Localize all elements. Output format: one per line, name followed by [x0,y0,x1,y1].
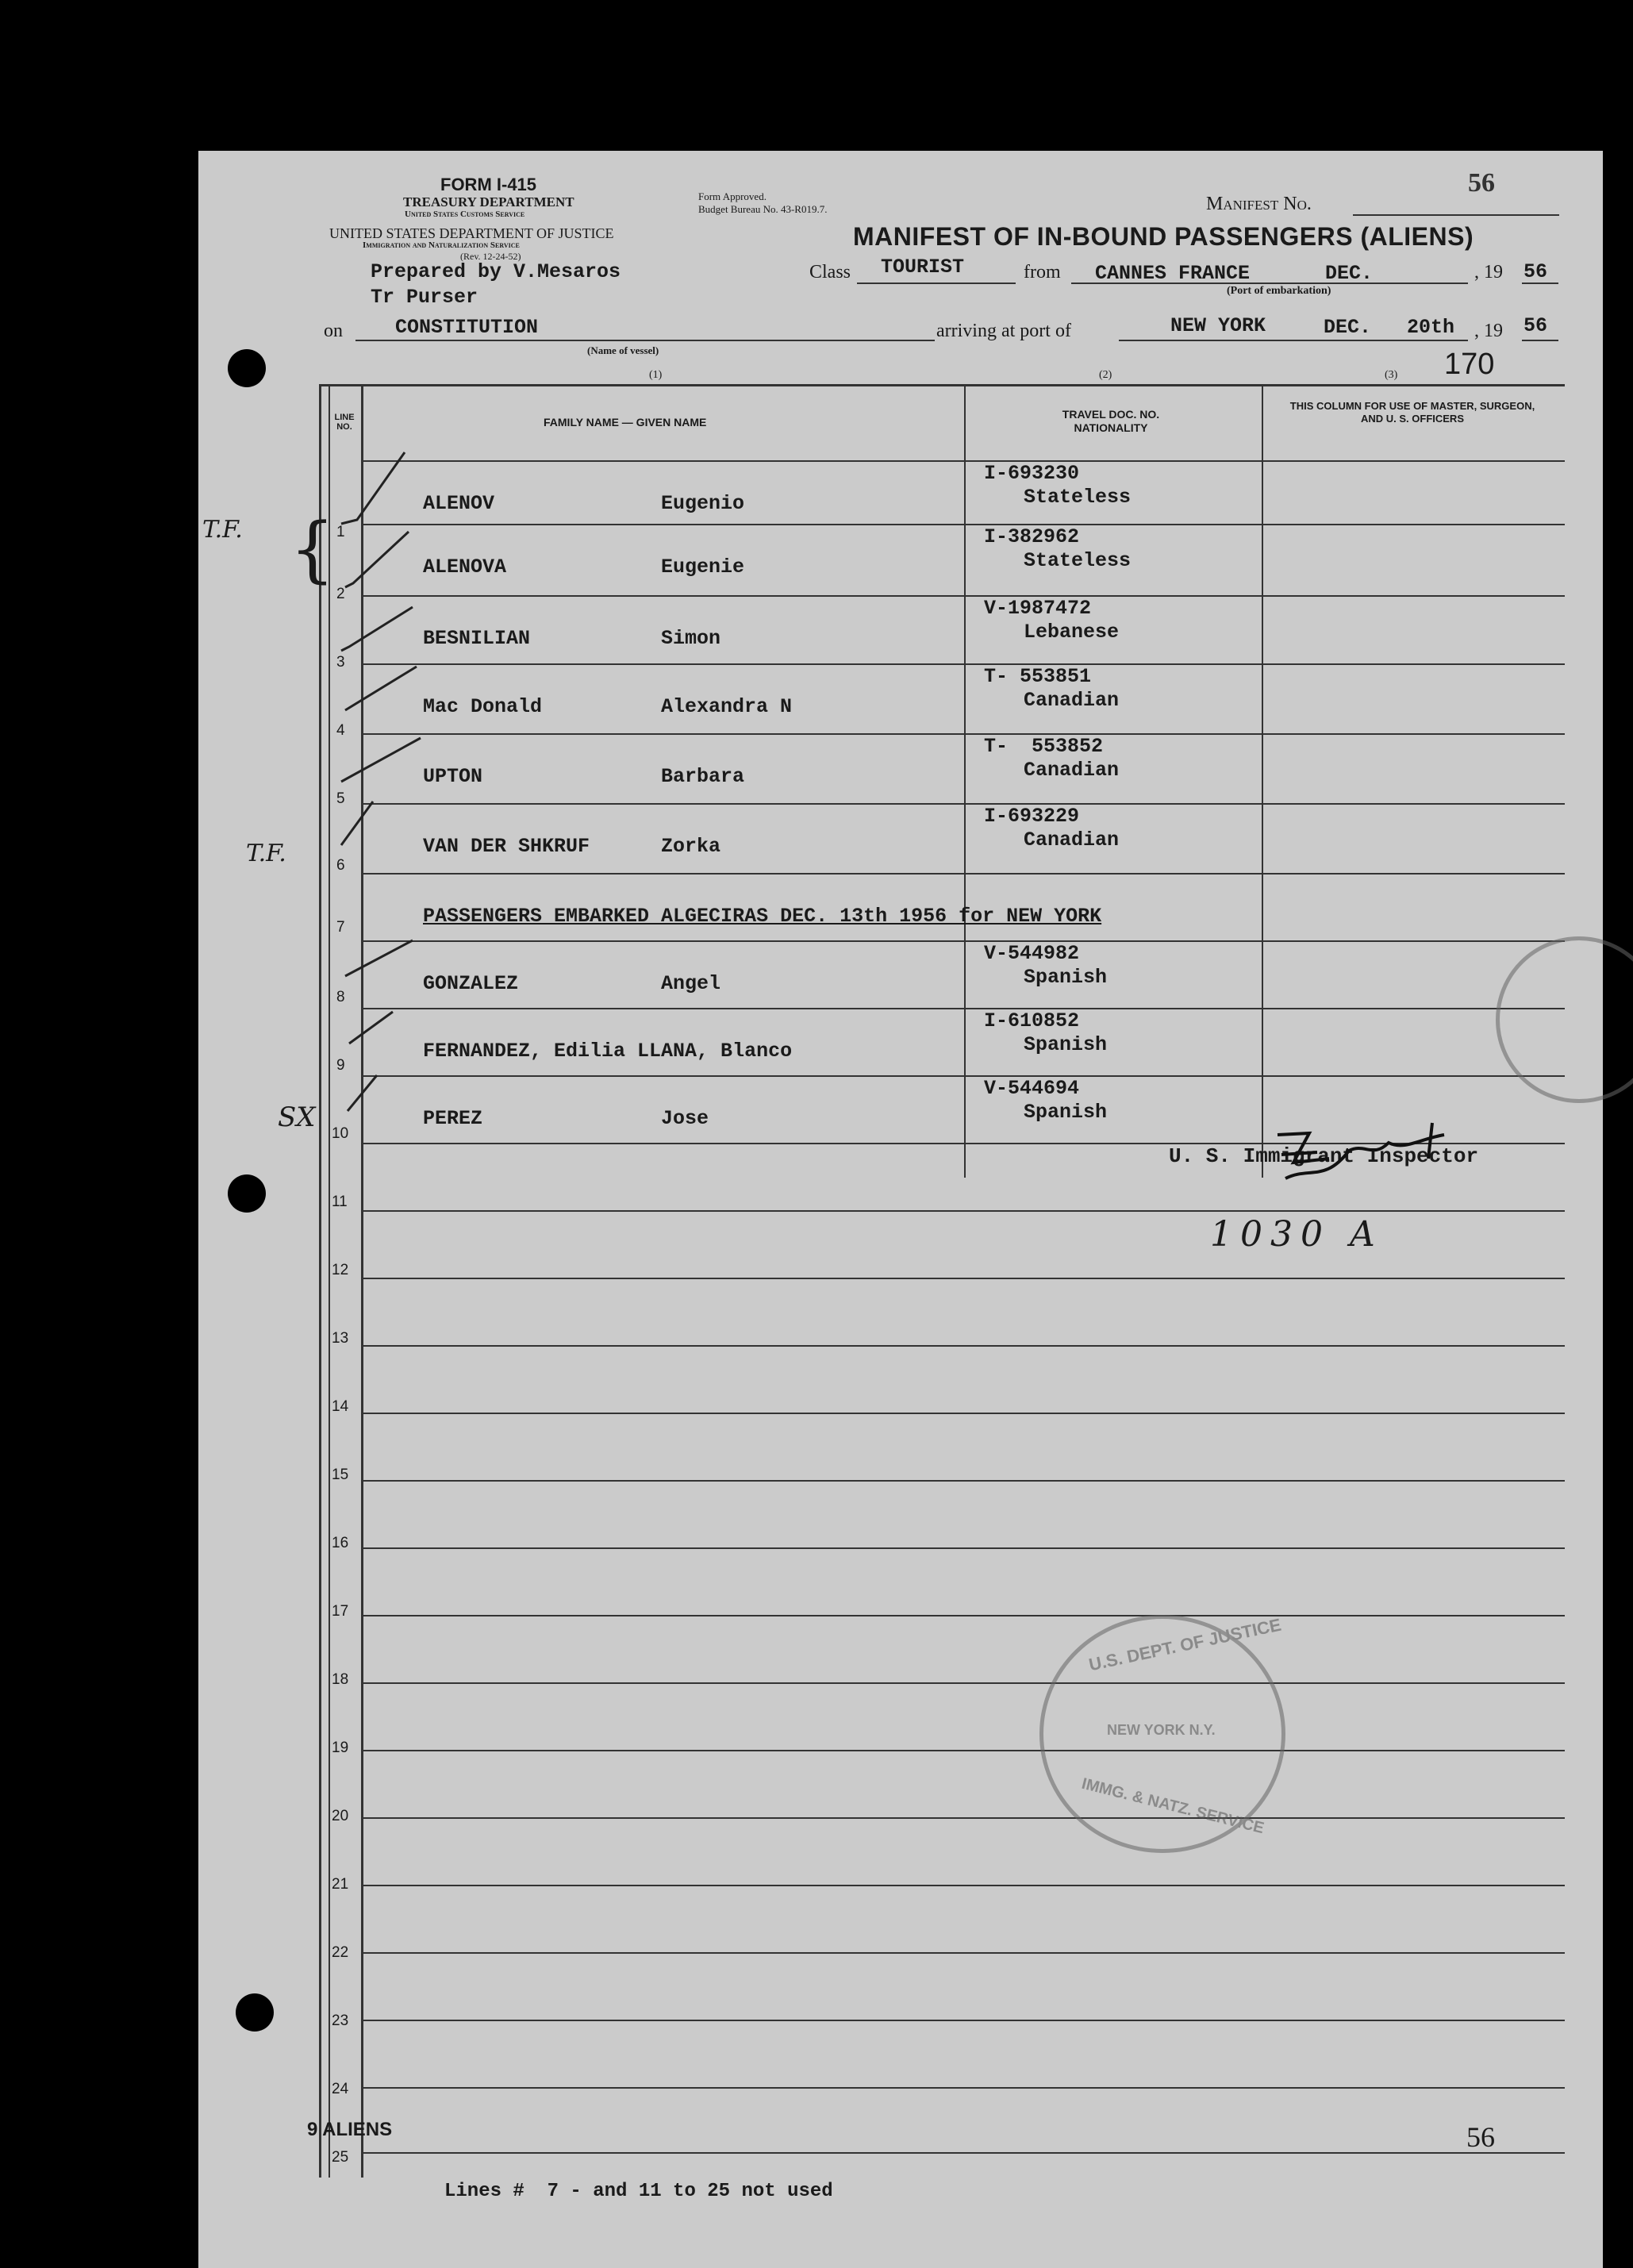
line-number: 21 [332,1876,349,1893]
family-name: PASSENGERS EMBARKED ALGECIRAS DEC. 13th 1956 for NEW YORK [423,905,1102,928]
treasury-dept: TREASURY DEPARTMENT [403,194,574,210]
line-number: 3 [336,654,345,671]
class-value: TOURIST [881,256,965,279]
family-name: GONZALEZ [423,972,519,995]
stamp-text-mid: NEW YORK N.Y. [1107,1722,1216,1738]
line-number: 18 [332,1671,349,1688]
line-number: 24 [332,2081,349,2097]
justice-dept: UNITED STATES DEPARTMENT OF JUSTICE [329,225,614,241]
vessel-caption: (Name of vessel) [587,344,659,356]
manifest-title: MANIFEST OF IN-BOUND PASSENGERS (ALIENS) [853,222,1474,251]
given-name: Alexandra N [661,695,793,718]
punch-hole-bottom [236,1993,274,2032]
given-name: Simon [661,627,721,650]
nationality: Canadian [1024,689,1120,712]
nationality: Stateless [1024,549,1132,572]
nationality: Stateless [1024,486,1132,509]
tf-annotation-1: T.F. [202,516,243,544]
line-number: 12 [332,1262,349,1278]
line-number: 22 [332,1944,349,1961]
punch-hole-middle [228,1174,266,1213]
on-label: on [324,321,343,341]
purser: Tr Purser [371,286,478,309]
family-name: ALENOVA [423,555,507,579]
travel-doc-number: V-544982 [984,942,1080,965]
col-ref-2: (2) [1099,369,1112,381]
year-prefix-arrival: , 19 [1474,321,1503,341]
year-prefix-from: , 19 [1474,262,1503,283]
line-number: 8 [336,989,345,1005]
line-number: 14 [332,1398,349,1415]
travel-doc-number: V-1987472 [984,597,1092,620]
line-number: 9 [336,1057,345,1074]
nationality: Canadian [1024,759,1120,782]
year-prefix-2: 19 [1484,321,1503,341]
port-embarkation-caption: (Port of embarkation) [1227,285,1331,297]
line-number: 5 [336,790,345,807]
code-1030a: 1030 A [1210,1214,1383,1255]
arrival-port: NEW YORK [1170,314,1266,337]
given-name: Barbara [661,765,745,788]
manifest-no: 56 [1468,168,1495,198]
family-name: FERNANDEZ, Edilia LLANA, Blanco [423,1040,793,1063]
stamp-text-bottom: IMMG. & NATZ. SERVICE [1079,1774,1266,1838]
line-number: 16 [332,1535,349,1551]
inspector-title: U. S. Immigrant Inspector [1169,1144,1479,1168]
inspector-signature [1262,1119,1516,1206]
punch-hole-top [228,349,266,387]
justice-stamp [1039,1615,1285,1853]
from-label: from [1024,262,1061,283]
given-name: Jose [661,1107,709,1130]
revision: (Rev. 12-24-52) [460,251,521,262]
family-name: VAN DER SHKRUF [423,835,590,858]
family-name: ALENOV [423,492,495,515]
manifest-no-label: Manifest No. [1206,194,1312,214]
class-label: Class [809,262,851,283]
customs-service: United States Customs Service [405,210,525,219]
col-header-officers: THIS COLUMN FOR USE OF MASTER, SURGEON, AND U. S. OFFICERS [1289,400,1535,425]
footer-note: Lines # 7 - and 11 to 25 not used [444,2181,833,2202]
line-number: 13 [332,1330,349,1347]
from-port: CANNES FRANCE [1095,262,1251,285]
family-name: Mac Donald [423,695,543,718]
check-marks [317,444,444,1143]
line-number: 20 [332,1808,349,1824]
immigration-service: Immigration and Naturalization Service [363,240,520,250]
given-name: Zorka [661,835,721,858]
line-number: 19 [332,1739,349,1756]
arriving-label: arriving at port of [936,321,1071,341]
form-number: FORM I-415 [440,175,537,194]
family-name: PEREZ [423,1107,483,1130]
line-number: 1 [336,524,345,540]
line-number: 10 [332,1125,349,1142]
line-number: 4 [336,722,345,739]
nationality: Lebanese [1024,621,1120,644]
travel-doc-number: T- 553851 [984,665,1092,688]
given-name: Eugenie [661,555,745,579]
nationality: Spanish [1024,1033,1108,1056]
travel-doc-number: I-693230 [984,462,1080,485]
line-number: 25 [332,2149,349,2166]
sx-annotation: SX [278,1101,316,1133]
budget-bureau: Budget Bureau No. 43-R019.7. [698,203,828,215]
sheet-count: 56 [1466,2121,1495,2153]
line-number: 15 [332,1467,349,1483]
form-approved: Form Approved. [698,190,767,202]
from-month: DEC. [1325,262,1374,285]
nationality: Canadian [1024,828,1120,851]
prepared-by: Prepared by V.Mesaros [371,260,621,283]
vessel-name: CONSTITUTION [395,316,539,339]
col-header-travel-doc: TRAVEL DOC. NO. NATIONALITY [1062,408,1160,434]
given-name: Angel [661,972,721,995]
line-number: 11 [332,1194,348,1210]
line-number: 7 [336,919,345,936]
line-number: 17 [332,1603,349,1620]
travel-doc-number: I-693229 [984,805,1080,828]
family-name: BESNILIAN [423,627,531,650]
travel-doc-number: I-610852 [984,1009,1080,1032]
line-number: 23 [332,2012,349,2029]
nationality: Spanish [1024,1101,1108,1124]
family-name: UPTON [423,765,483,788]
aliens-count: 9 ALIENS [307,2119,393,2140]
travel-doc-number: T- 553852 [984,735,1104,758]
page-number: 170 [1444,348,1495,381]
line-number: 2 [336,586,345,602]
travel-doc-number: I-382962 [984,525,1080,548]
family-bracket: { [290,508,336,591]
line-number: 6 [336,857,345,874]
col-ref-3: (3) [1385,369,1398,381]
travel-doc-number: V-544694 [984,1077,1080,1100]
arrival-date: DEC. 20th [1324,316,1455,339]
col-ref-1: (1) [649,369,663,381]
stamp-text-top: U.S. DEPT. OF JUSTICE [1086,1614,1283,1675]
year-from: 56 [1523,260,1548,283]
col-header-line-no: LINE NO. [334,413,355,432]
year-prefix: 19 [1484,262,1503,283]
year-arrival: 56 [1523,314,1548,337]
tf-annotation-2: T.F. [246,840,286,867]
nationality: Spanish [1024,966,1108,989]
col-header-name: FAMILY NAME — GIVEN NAME [544,416,707,429]
given-name: Eugenio [661,492,745,515]
